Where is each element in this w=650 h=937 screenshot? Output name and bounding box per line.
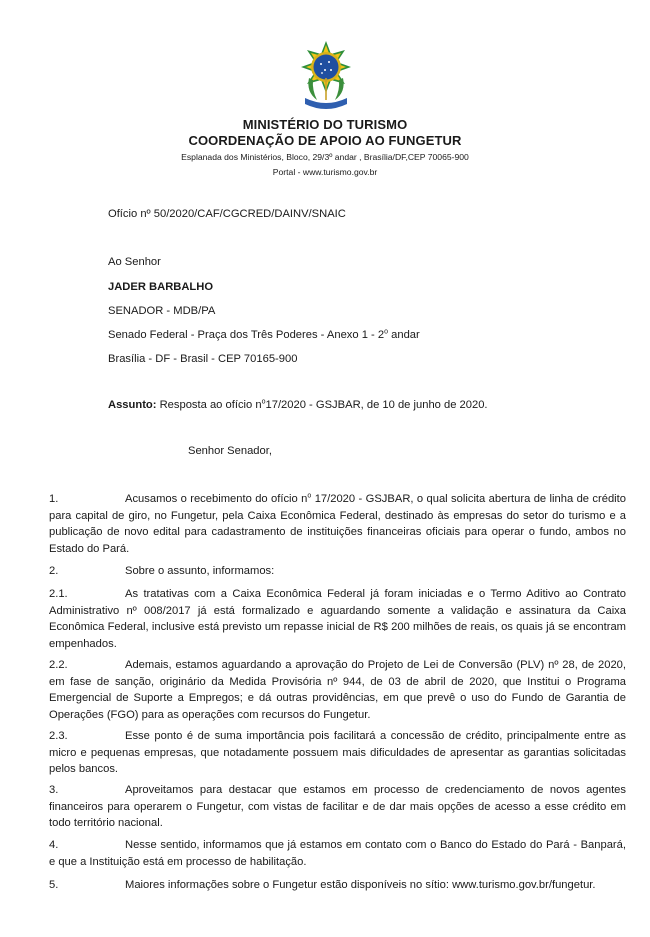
header-portal: Portal - www.turismo.gov.br (272, 167, 378, 177)
paragraph-2-1: 2.1. As tratativas com a Caixa Econômica Federal já foram iniciadas e o Termo Aditivo ao Contrato Administrativo nº 008/2017 já está formalizado e aguardando somente a validação e assinatura da Caixa Econômica Federal, inclusive está previsto um repasse inicial de R$ 200 milhões de reais, os quais já se encontram empenhados. (49, 588, 626, 650)
paragraph-2-3: 2.3. Esse ponto é de suma importância pois facilitará a concessão de crédito, principalmente entre as micro e pequenas empresas, que notadamente possuem mais dificuldades de apresentar as garantias solicitadas pelos bancos. (49, 730, 626, 776)
addressee-role: SENADOR - MDB/PA (108, 305, 216, 317)
brazil-coat-of-arms-icon (297, 40, 355, 110)
paragraph-2-2: 2.2. Ademais, estamos aguardando a aprovação do Projeto de Lei de Conversão (PLV) nº 28, de 2020, em fase de sanção, originário da Medida Provisória nº 944, de 03 de abril de 2020, que Institui o Programa Emergencial de Suporte a Empregos; e dá outras providências, em que prevê o uso do Fundo de Garantia de Operações (FGO) para as operações com recursos do Fungetur. (49, 659, 626, 721)
paragraph-3: 3. Aproveitamos para destacar que estamos em processo de credenciamento de novos agentes financeiros para operarem o Fungetur, com vistas de facilitar e de dar mais opções de acesso a esse crédito em todo território nacional. (49, 784, 626, 830)
paragraph-1: 1. Acusamos o recebimento do ofício $n^o$ 17/2020 - GSJBAR, o qual solicita abertura de linha de crédito para capital de giro, no Fungetur, pela Caixa Econômica Federal, destinado às empresas do setor do turismo e a publicação de novo edital para cadastramento de instituições financeiras oficiais para operar o fundo, ambos no Estado do Pará. (49, 492, 626, 555)
paragraph-4: 4. Nesse sentido, informamos que já estamos em contato com o Banco do Estado do Pará - Banpará, e que a Instituição está em processo de habilitação. (49, 839, 626, 868)
addressee-address-line-1: Senado Federal - Praça dos Três Poderes - Anexo 1 - 2$^o$ andar (108, 328, 420, 341)
ministry-name: MINISTÉRIO DO TURISMO (242, 117, 408, 132)
subject-label: Assunto: (108, 399, 157, 411)
coordination-name: COORDENAÇÃO DE APOIO AO FUNGETUR (188, 133, 462, 148)
greeting: Senhor Senador, (188, 445, 272, 457)
header-address: Esplanada dos Ministérios, Bloco, 29/3º andar , Brasília/DF,CEP 70065-900 (181, 152, 469, 162)
paragraph-2: 2. Sobre o assunto, informamos: (49, 565, 275, 577)
paragraph-5: 5. Maiores informações sobre o Fungetur estão disponíveis no sítio: www.turismo.gov.br/fungetur. (49, 879, 596, 891)
letter-reference: Ofício nº 50/2020/CAF/CGCRED/DAINV/SNAIC (108, 208, 346, 220)
addressee-address-line-2: Brasília - DF - Brasil - CEP 70165-900 (108, 353, 298, 365)
addressee-name: JADER BARBALHO (108, 281, 214, 293)
addressee-salutation: Ao Senhor (108, 256, 161, 268)
subject-line: Assunto: Resposta ao ofício $n^o17/2020$ - GSJBAR, de 10 de junho de 2020. (108, 398, 488, 411)
